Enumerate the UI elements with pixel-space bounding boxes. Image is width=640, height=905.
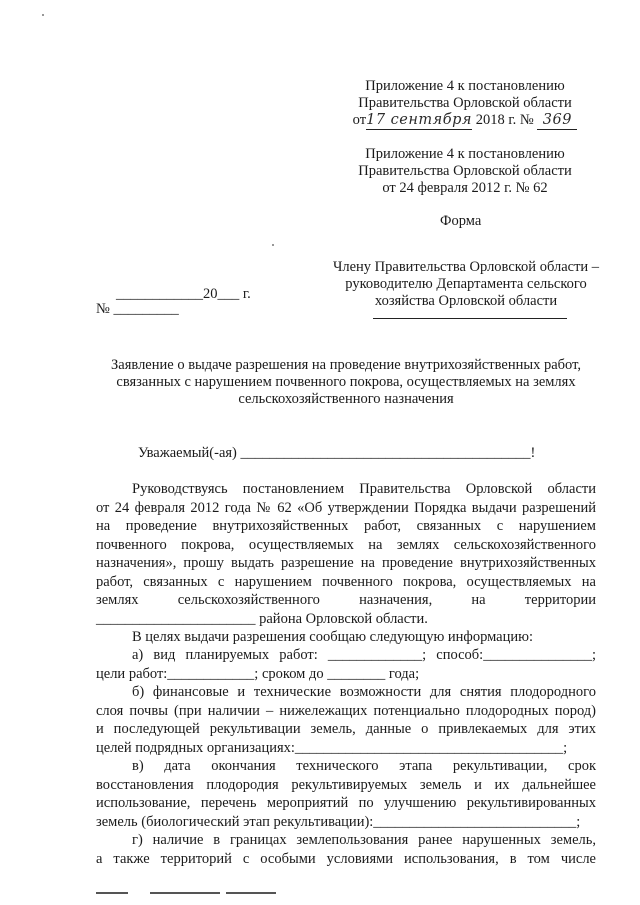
text-line: почвенного покрова, осуществляемых на землях сельскохозяйственного: [96, 536, 596, 553]
text-line: цели работ:____________; сроком до ________ года;: [96, 665, 420, 682]
text-line: б) финансовые и технические возможности для снятия плодородного: [132, 684, 596, 700]
text-line: назначения», прошу выдать разрешение на проведение внутрихозяйственных: [96, 555, 596, 571]
form-label: Форма: [440, 213, 482, 229]
text-line: слоя почвы (при наличии – нижележащих потенциально плодородных пород): [96, 702, 596, 719]
number-field: № _________: [96, 301, 179, 317]
title-line-2: связанных с нарушением почвенного покрова, осуществляемых на землях: [116, 374, 576, 390]
scan-edge-mark: [226, 892, 276, 894]
item-g: [96, 831, 596, 868]
text-line: Руководствуясь постановлением Правительства Орловской области: [132, 481, 596, 497]
text-line: а) вид планируемых работ: _____________; способ:_______________;: [132, 647, 596, 663]
text-line: г) наличие в границах землепользования ранее нарушенных земель,: [132, 832, 596, 848]
text-line: работ, связанных с нарушением почвенного покрова, осуществляемых на: [96, 573, 596, 590]
text-line: от 24 февраля 2012 года № 62 «Об утверждении Порядка выдачи разрешений: [96, 499, 596, 516]
scan-speck: [42, 14, 44, 16]
appendix-line-1: Приложение 4 к постановлению: [365, 78, 565, 94]
scan-edge-mark: [150, 892, 220, 894]
scan-edge-mark: [96, 892, 128, 894]
paragraph-info-intro: [96, 628, 596, 647]
appendix-header: [340, 78, 590, 130]
handwritten-date: 17 сентября: [366, 112, 473, 128]
old-appendix-header: [340, 146, 590, 197]
item-b: [96, 683, 596, 757]
text-line: а также территорий с особыми условиями использования, в том числе: [96, 850, 596, 867]
addressee-line-3: хозяйства Орловской области: [374, 293, 558, 309]
scan-speck: [272, 244, 274, 246]
text-line: целей подрядных организациях:_____________________________________;: [96, 739, 568, 756]
addressee-name-line: [373, 318, 567, 319]
item-a: [96, 646, 596, 683]
text-line: В целях выдачи разрешения сообщаю следующую информацию:: [132, 629, 533, 645]
text-line: на проведение внутрихозяйственных работ, связанных с нарушением: [96, 518, 596, 534]
text-line: ______________________ района Орловской области.: [96, 610, 428, 627]
text-line: и последующей рекультивации земель, данные о привлекаемых для этих: [96, 721, 596, 737]
text-line: использование, перечень мероприятий по улучшению рекультивированных: [96, 795, 596, 811]
appendix-dated-line: [340, 112, 590, 130]
text-line: в) дата окончания технического этапа рекультивации, срок: [132, 758, 596, 774]
dated-year: 2018 г. №: [475, 112, 534, 128]
addressee-line-1: Члену Правительства Орловской области –: [332, 259, 600, 275]
old-appendix-line-2: Правительства Орловской области: [358, 163, 572, 179]
appendix-line-2: Правительства Орловской области: [358, 95, 572, 111]
addressee-line-2: руководителю Департамента сельского: [345, 276, 587, 292]
dated-prefix: от: [352, 112, 367, 128]
old-appendix-line-3: от 24 февраля 2012 г. № 62: [382, 180, 548, 196]
addressee-block: [330, 259, 602, 310]
greeting: Уважаемый(-ая) ________________________________________!: [138, 445, 536, 461]
item-v: [96, 757, 596, 831]
document-title: [96, 357, 596, 408]
handwritten-number: 369: [537, 112, 577, 130]
text-line: восстановления плодородия рекультивируемых земель и их дальнейшее: [96, 776, 596, 793]
text-line: землях сельскохозяйственного назначения, на территории: [96, 592, 596, 608]
title-line-1: Заявление о выдаче разрешения на проведение внутрихозяйственных работ,: [111, 357, 581, 373]
date-field: ____________20___ г.: [116, 286, 251, 302]
old-appendix-line-1: Приложение 4 к постановлению: [365, 146, 565, 162]
title-line-3: сельскохозяйственного назначения: [238, 391, 454, 407]
text-line: земель (биологический этап рекультивации):____________________________;: [96, 813, 581, 830]
paragraph-basis: [96, 480, 596, 628]
